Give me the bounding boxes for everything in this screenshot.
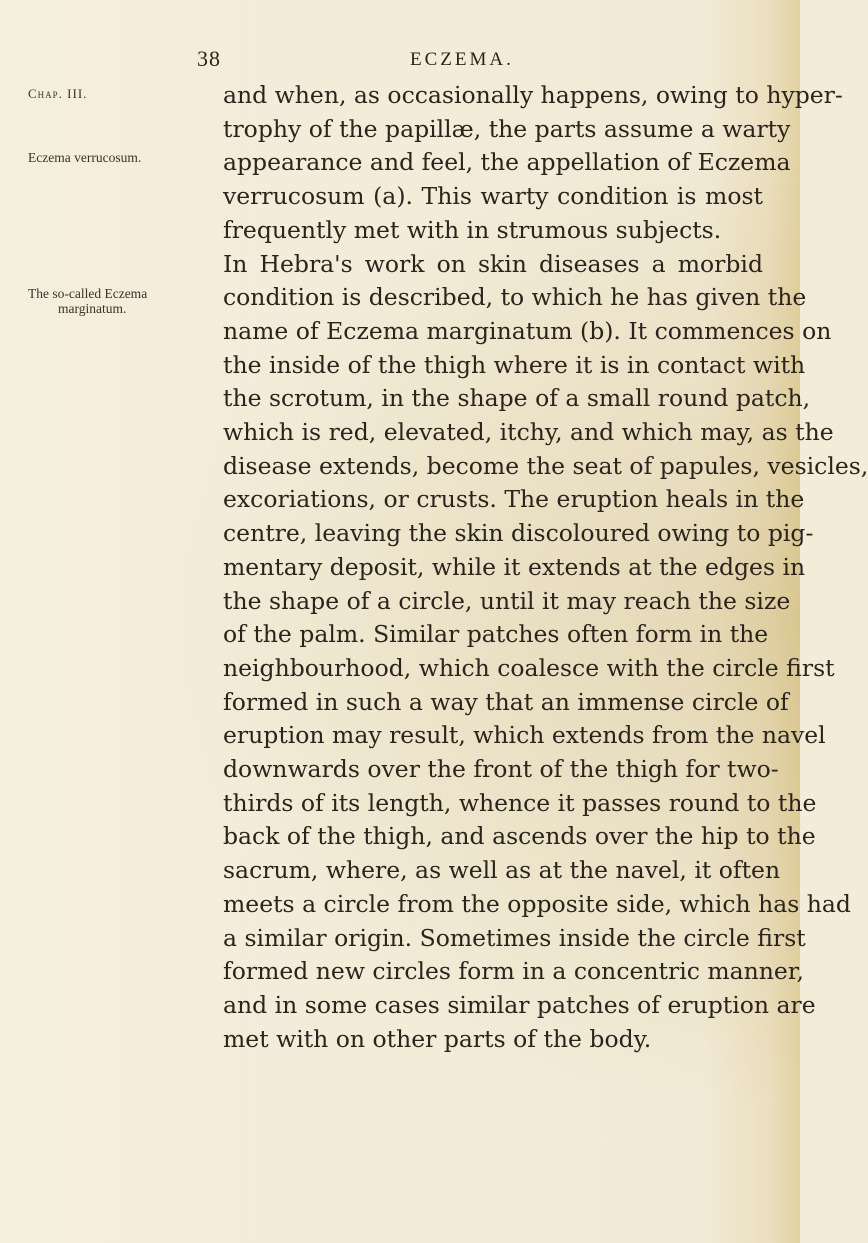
running-head: ECZEMA. <box>410 49 514 70</box>
text-line: eruption may result, which extends from the navel <box>223 721 826 750</box>
sidenote-eczema-verrucosum: Eczema verrucosum. <box>28 150 142 165</box>
text-line: appearance and feel, the appellation of Eczema <box>223 148 791 177</box>
text-line: verrucosum (a). This warty condition is most <box>223 182 763 211</box>
text-line: which is red, elevated, itchy, and which may, as the <box>223 418 834 447</box>
text-line: sacrum, where, as well as at the navel, it often <box>223 856 781 885</box>
text-line: mentary deposit, while it extends at the edges in <box>223 552 806 581</box>
text-line: frequently met with in strumous subjects. <box>223 215 722 244</box>
text-line: formed in such a way that an immense circle of <box>223 687 789 716</box>
page-header <box>0 46 800 76</box>
text-line: thirds of its length, whence it passes round to the <box>223 788 817 817</box>
text-line: downwards over the front of the thigh for two- <box>223 755 779 784</box>
text-line: the scrotum, in the shape of a small round patch, <box>223 384 811 413</box>
body-text <box>223 79 868 1056</box>
text-line: a similar origin. Sometimes inside the circle first <box>223 923 806 952</box>
text-line: neighbourhood, which coalesce with the circle first <box>223 653 835 682</box>
sidenote-line: The so-called Eczema <box>28 286 148 301</box>
page-number: 38 <box>197 46 221 71</box>
text-line: meets a circle from the opposite side, which has had <box>223 889 851 918</box>
text-line: condition is described, to which he has given the <box>223 283 807 312</box>
text-line: the inside of the thigh where it is in contact with <box>223 350 806 379</box>
text-line: trophy of the papillæ, the parts assume a warty <box>223 114 791 143</box>
text-line: and in some cases similar patches of eruption are <box>223 990 816 1019</box>
text-line: In Hebra's work on skin diseases a morbid <box>223 249 763 278</box>
sidenote-line: marginatum. <box>58 301 127 316</box>
text-line: met with on other parts of the body. <box>223 1024 652 1053</box>
text-line: of the palm. Similar patches often form in the <box>223 620 769 649</box>
text-line: excoriations, or crusts. The eruption heals in the <box>223 485 805 514</box>
chapter-sidenote: Chap. III. <box>28 86 88 101</box>
text-line: the shape of a circle, until it may reach the size <box>223 586 791 615</box>
text-line: disease extends, become the seat of papules, vesicles, <box>223 451 868 480</box>
text-line: centre, leaving the skin discoloured owing to pig- <box>223 519 814 548</box>
text-line: name of Eczema marginatum (b). It commences on <box>223 316 832 345</box>
text-line: back of the thigh, and ascends over the hip to the <box>223 822 816 851</box>
text-line: and when, as occasionally happens, owing to hyper- <box>223 81 843 109</box>
text-line: formed new circles form in a concentric manner, <box>223 957 804 986</box>
sidenote-eczema-marginatum <box>28 286 147 316</box>
